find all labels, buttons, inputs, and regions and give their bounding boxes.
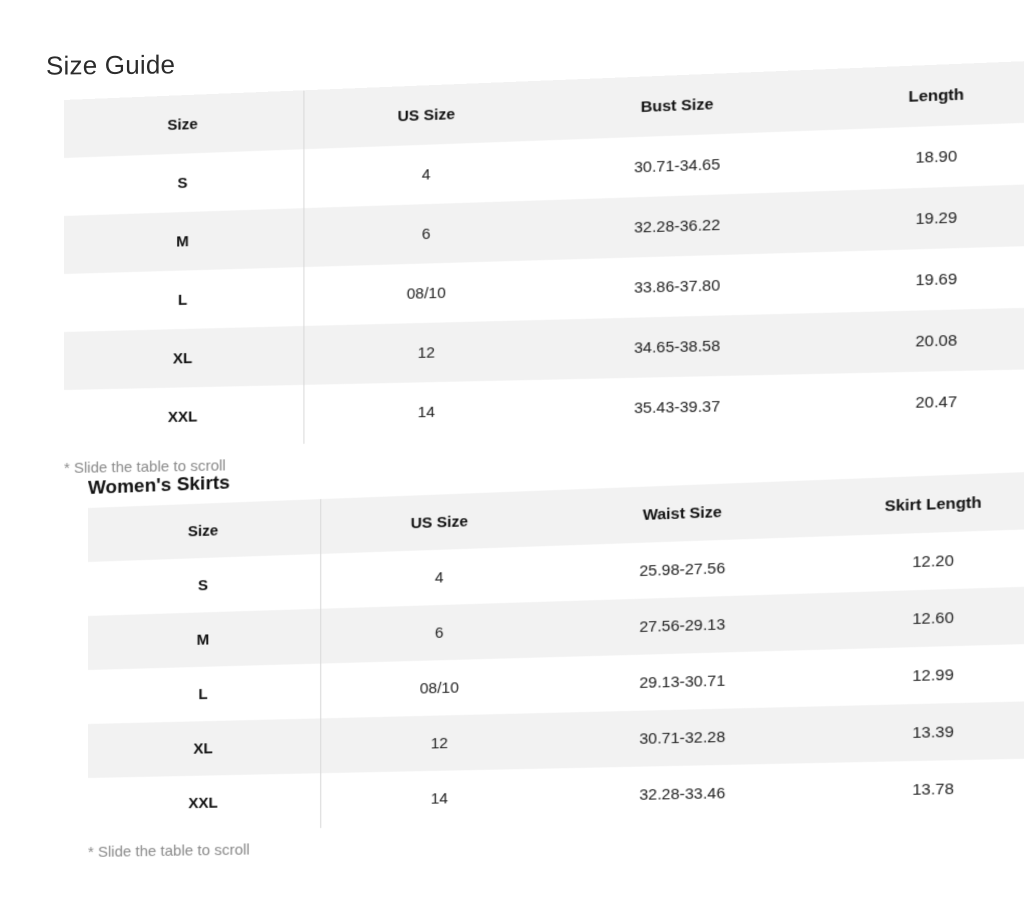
bust-size-cell: 35.43-39.37: [633, 397, 721, 417]
skirt-length-cell: 12.60: [912, 608, 954, 628]
size-guide-table[interactable]: [64, 59, 1024, 448]
bust-size-cell: 34.65-38.58: [633, 336, 721, 357]
page-title: Size Guide: [46, 49, 176, 81]
size-cell: L: [88, 664, 320, 724]
skirt-length-cell: 12.99: [912, 665, 954, 685]
us-size-cell: 14: [417, 403, 435, 421]
us-size-cell: 6: [421, 224, 431, 243]
us-size-cell: 6: [434, 623, 444, 642]
column-header-waist-size: Waist Size: [642, 503, 722, 524]
size-cell: M: [88, 609, 320, 670]
size-guide-section: [64, 59, 1024, 477]
bust-size-cell: 33.86-37.80: [633, 276, 721, 297]
size-cell: L: [64, 267, 303, 332]
us-size-cell: 14: [430, 789, 448, 808]
scroll-hint: * Slide the table to scroll: [64, 457, 226, 477]
womens-skirts-table[interactable]: [88, 471, 1024, 832]
column-header-size: Size: [88, 499, 320, 562]
womens-skirts-section: [88, 437, 1024, 861]
bust-size-cell: 30.71-34.65: [633, 155, 721, 177]
length-cell: 20.08: [915, 331, 958, 351]
length-cell: 20.47: [915, 392, 958, 412]
us-size-cell: 12: [430, 734, 448, 753]
column-header-bust-size: Bust Size: [640, 95, 714, 116]
us-size-cell: 08/10: [419, 678, 459, 698]
waist-size-cell: 27.56-29.13: [639, 615, 726, 636]
size-cell: XXL: [88, 773, 320, 832]
scroll-hint: * Slide the table to scroll: [88, 841, 250, 861]
us-size-cell: 4: [434, 568, 444, 587]
waist-size-cell: 25.98-27.56: [639, 559, 726, 580]
waist-size-cell: 30.71-32.28: [639, 727, 726, 748]
size-cell: XL: [64, 326, 303, 390]
column-header-us-size: US Size: [410, 512, 468, 532]
column-header-size: Size: [64, 90, 303, 158]
bust-size-cell: 32.28-36.22: [633, 215, 721, 237]
length-cell: 18.90: [915, 147, 958, 167]
waist-size-cell: 29.13-30.71: [639, 671, 726, 692]
length-cell: 19.69: [915, 269, 958, 289]
size-cell: S: [64, 149, 303, 216]
waist-size-cell: 32.28-33.46: [639, 784, 726, 804]
us-size-cell: 12: [417, 343, 435, 362]
skirt-length-cell: 13.78: [912, 779, 954, 799]
size-cell: M: [64, 208, 303, 274]
size-cell: S: [88, 554, 320, 616]
column-header-length: Length: [908, 85, 965, 106]
skirt-length-cell: 12.20: [912, 551, 954, 571]
section-title: Women's Skirts: [88, 472, 230, 499]
column-header-skirt-length: Skirt Length: [884, 493, 982, 515]
size-cell: XXL: [64, 385, 303, 448]
column-header-us-size: US Size: [397, 105, 455, 125]
us-size-cell: 4: [421, 165, 431, 184]
size-cell: XL: [88, 718, 320, 778]
length-cell: 19.29: [915, 208, 958, 228]
us-size-cell: 08/10: [406, 283, 446, 303]
skirt-length-cell: 13.39: [912, 722, 954, 742]
